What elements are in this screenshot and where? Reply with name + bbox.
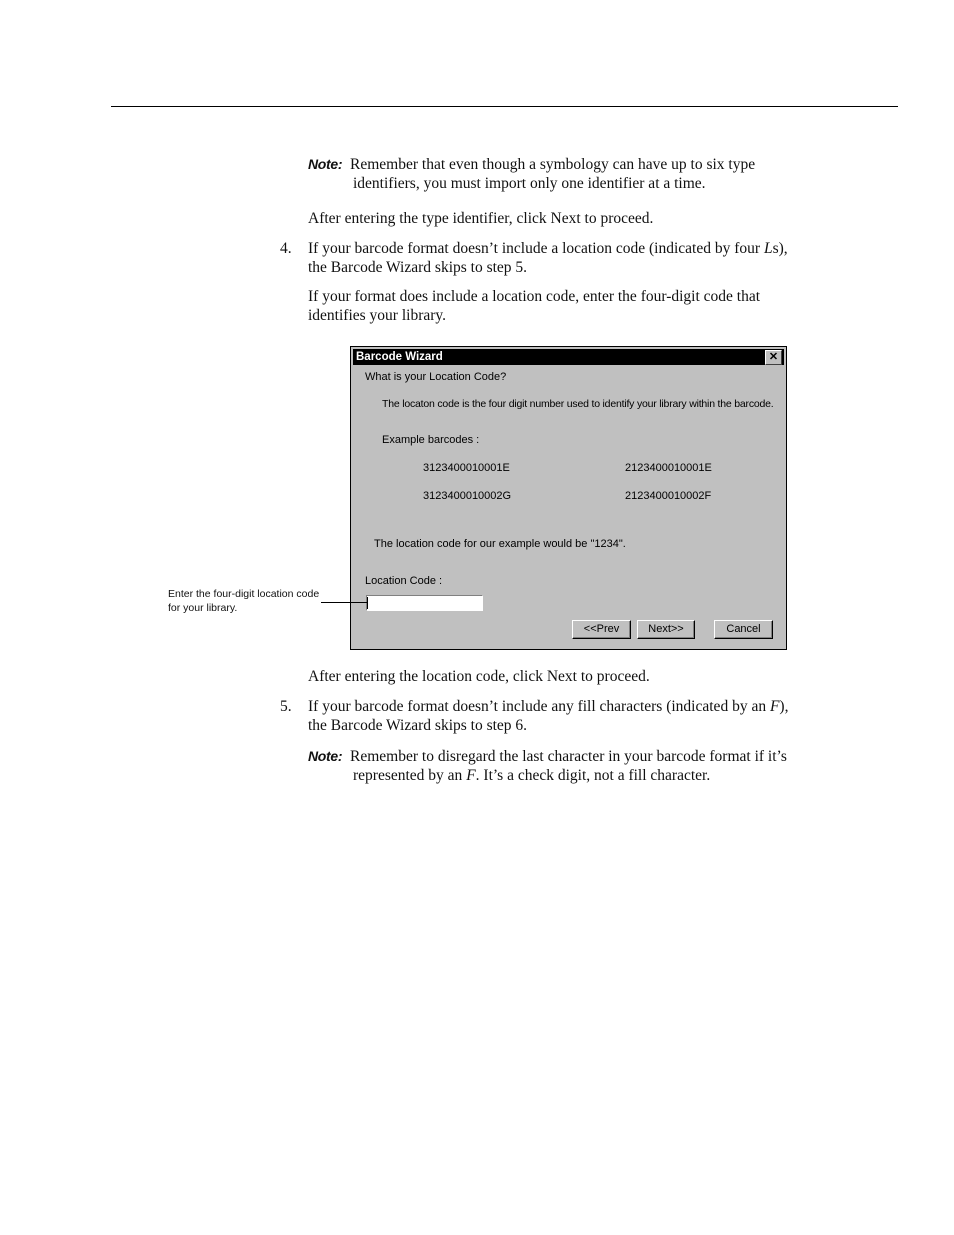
step-4-line-2: the Barcode Wizard skips to step 5.: [308, 259, 528, 276]
step-4-line-1: [308, 239, 788, 258]
note-1: [308, 155, 755, 174]
step-4-para-2-line-2: identifies your library.: [308, 307, 447, 324]
note-label: Note:: [308, 156, 343, 172]
note-2-line-1: Remember to disregard the last character in your barcode format if it’s: [350, 748, 787, 765]
step-4-number: 4.: [280, 240, 292, 257]
dialog-question: What is your Location Code?: [365, 371, 507, 383]
note-2: [308, 747, 787, 766]
note-1-line-1: Remember that even though a symbology can have up to six type: [350, 156, 756, 173]
note-2-text-end: . It’s a check digit, not a fill character.: [475, 767, 711, 784]
step-5-text: If your barcode format doesn’t include any fill characters (indicated by an: [308, 698, 770, 715]
dialog-description: The locaton code is the four digit number used to identify your library within the barcode.: [382, 398, 774, 410]
close-icon[interactable]: ✕: [765, 350, 782, 365]
callout-line-2: for your library.: [168, 602, 238, 614]
callout-line-1: Enter the four-digit location code: [168, 588, 320, 600]
prev-button[interactable]: <<Prev: [572, 620, 631, 639]
note-2-text: represented by an: [353, 767, 467, 784]
examples-label: Example barcodes :: [382, 434, 480, 446]
example-barcode: 3123400010001E: [423, 462, 510, 474]
note-label: Note:: [308, 748, 343, 764]
step-4-text: If your barcode format doesn’t include a location code (indicated by four: [308, 240, 764, 257]
step-5-line-1: [308, 697, 788, 716]
dialog-title: Barcode Wizard: [356, 351, 443, 363]
step-4-emphasis: L: [763, 240, 773, 257]
note-1-line-2: identifiers, you must import only one identifier at a time.: [353, 175, 706, 192]
barcode-wizard-dialog: [350, 346, 787, 650]
after-type-text: After entering the type identifier, click Next to proceed.: [308, 210, 654, 227]
step-5-text-end: ),: [779, 698, 789, 715]
after-location-text: After entering the location code, click Next to proceed.: [308, 668, 650, 685]
note-2-emphasis: F: [466, 767, 476, 784]
callout-leader-line: [321, 602, 368, 603]
callout: [168, 587, 319, 615]
step-5-number: 5.: [280, 698, 292, 715]
text-cursor: [367, 597, 368, 609]
step-4-para-2-line-1: If your format does include a location code, enter the four-digit code that: [308, 288, 761, 305]
example-barcode: 2123400010002F: [625, 490, 712, 502]
step-5-line-2: the Barcode Wizard skips to step 6.: [308, 717, 528, 734]
next-button[interactable]: Next>>: [637, 620, 695, 639]
step-5-emphasis: F: [769, 698, 780, 715]
header-rule: [111, 106, 898, 107]
cancel-button[interactable]: Cancel: [714, 620, 773, 639]
note-2-line-2: [353, 766, 710, 785]
example-note: The location code for our example would be "1234".: [374, 538, 626, 550]
dialog-titlebar: [353, 349, 784, 365]
example-barcode: 3123400010002G: [423, 490, 512, 502]
example-barcode: 2123400010001E: [625, 462, 712, 474]
step-4-text-end: s),: [772, 240, 788, 257]
location-code-label: Location Code :: [365, 575, 443, 587]
location-code-input[interactable]: [366, 595, 483, 611]
